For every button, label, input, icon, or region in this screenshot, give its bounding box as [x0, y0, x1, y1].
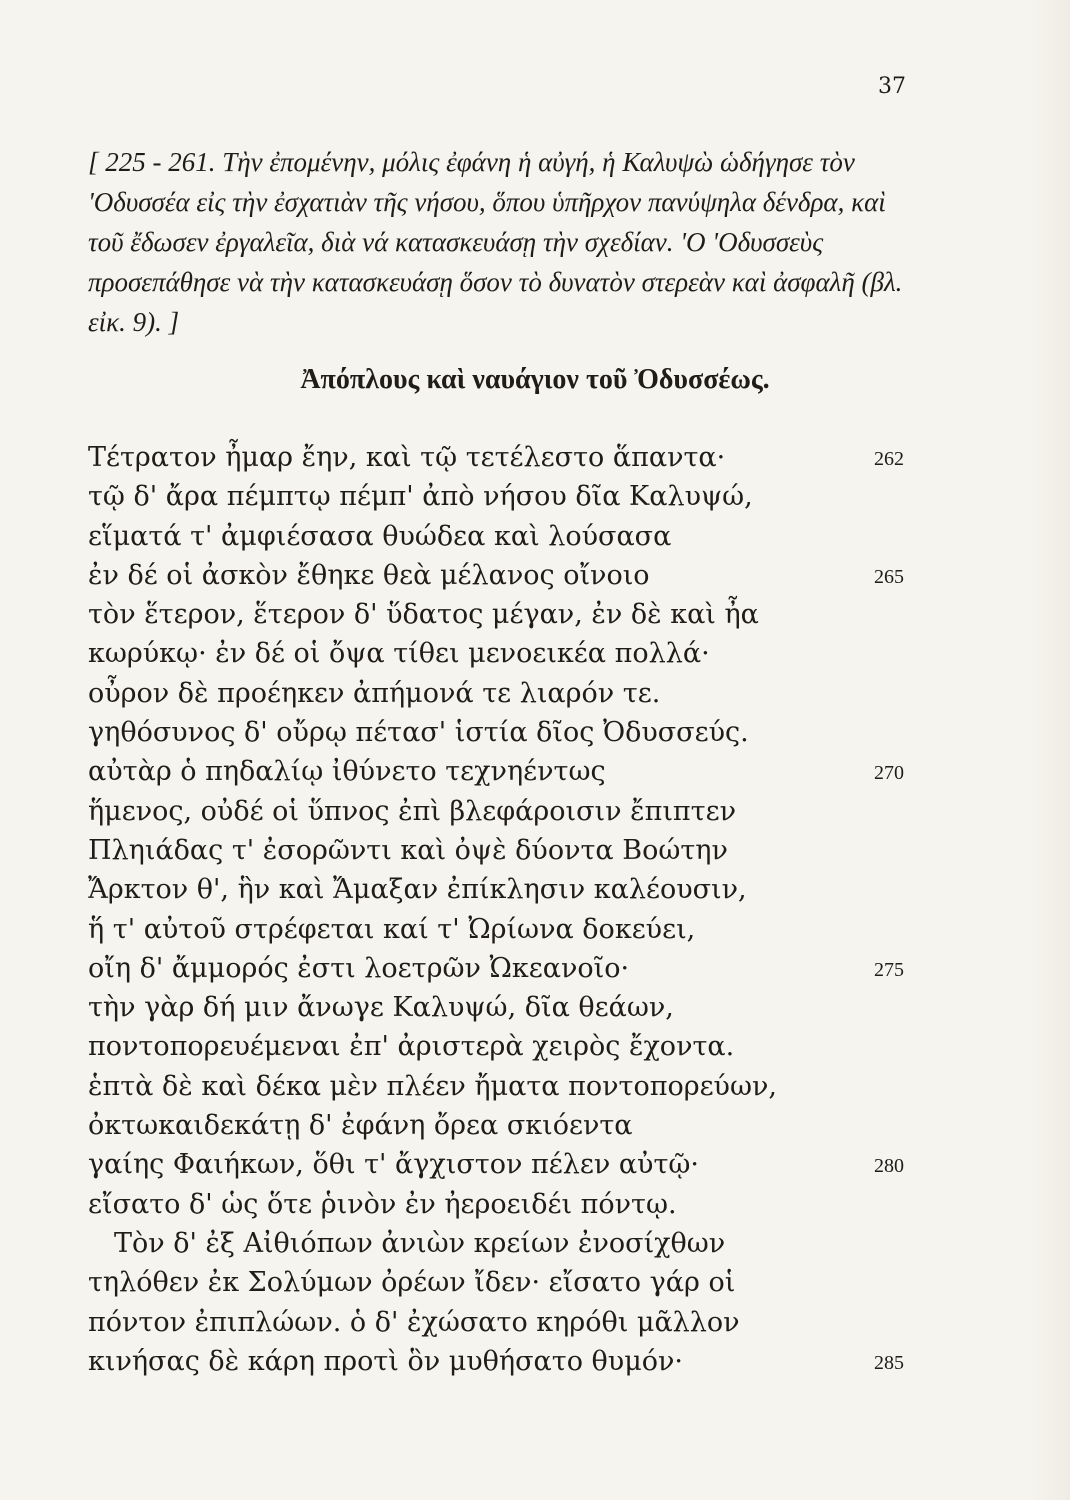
verse-line	[88, 1067, 928, 1106]
verse-line	[88, 713, 928, 752]
verse-line	[88, 1185, 928, 1224]
verse-text: ἑπτὰ δὲ καὶ δέκα μὲν πλέεν ἤματα ποντοπορεύων,	[88, 1070, 777, 1102]
verse-block	[88, 438, 928, 1381]
verse-line	[88, 1224, 928, 1263]
line-number: 270	[874, 762, 904, 785]
verse-text: Ἄρκτον θ', ἣν καὶ Ἄμαξαν ἐπίκλησιν καλέουσιν,	[88, 874, 747, 906]
verse-line	[88, 870, 928, 909]
verse-text: εἴσατο δ' ὡς ὅτε ῥινὸν ἐν ἠεροειδέι πόντῳ.	[88, 1188, 677, 1220]
page-number: 37	[878, 74, 906, 99]
verse-line	[88, 438, 928, 477]
verse-line	[88, 1263, 928, 1302]
verse-line	[88, 1145, 928, 1184]
line-number: 265	[874, 565, 904, 588]
verse-line	[88, 595, 928, 634]
verse-text: Τέτρατον ἦμαρ ἔην, καὶ τῷ τετέλεστο ἅπαντα·	[88, 442, 726, 473]
verse-text: εἵματά τ' ἀμφιέσασα θυώδεα καὶ λούσασα	[88, 520, 672, 552]
line-number: 275	[874, 958, 904, 981]
verse-line	[88, 1303, 928, 1342]
line-number: 280	[874, 1155, 904, 1178]
verse-line	[88, 477, 928, 516]
section-heading: Ἀπόπλους καὶ ναυάγιον τοῦ Ὀδυσσέως.	[300, 364, 770, 395]
verse-text: γηθόσυνος δ' οὔρῳ πέτασ' ἱστία δῖος Ὀδυσσεύς.	[88, 717, 749, 749]
verse-text: κινήσας δὲ κάρη προτὶ ὃν μυθήσατο θυμόν·	[88, 1345, 684, 1377]
verse-text: τῷ δ' ἄρα πέμπτῳ πέμπ' ἀπὸ νήσου δῖα Καλυψώ,	[88, 481, 753, 513]
verse-line	[88, 988, 928, 1027]
prose-summary: [ 225 - 261. Τὴν ἐπομένην, μόλις ἐφάνη ἡ αὐγή, ἡ Καλυψὼ ὡδήγησε τὸν 'Οδυσσέα εἰς τὴν ἐσχατιὰν τῆς νήσου, ὅπου ὑπῆρχον πανύψηλα δένδρα, καὶ τοῦ ἔδωσεν ἐργαλεῖα, διὰ νά κατασκευάσῃ τὴν σχεδίαν. 'Ο 'Οδυσσεὺς προσεπάθησε νὰ τὴν κατασκευάσῃ ὅσον τὸ δυνατὸν στερεὰν καὶ ἀσφαλῆ (βλ. εἰκ. 9). ]	[88, 147, 903, 337]
verse-line	[88, 792, 928, 831]
verse-line	[88, 910, 928, 949]
verse-text: τὴν γὰρ δή μιν ἄνωγε Καλυψώ, δῖα θεάων,	[88, 992, 674, 1024]
verse-text: ὀκτωκαιδεκάτῃ δ' ἐφάνη ὄρεα σκιόεντα	[88, 1110, 633, 1142]
verse-text: Πληιάδας τ' ἐσορῶντι καὶ ὀψὲ δύοντα Βοώτην	[88, 834, 728, 866]
line-number: 262	[874, 448, 904, 470]
verse-line	[88, 1027, 928, 1066]
verse-text: Τὸν δ' ἐξ Αἰθιόπων ἀνιὼν κρείων ἐνοσίχθων	[114, 1227, 726, 1259]
verse-text: ποντοπορευέμεναι ἐπ' ἀριστερὰ χειρὸς ἔχοντα.	[88, 1031, 735, 1063]
verse-text: ἐν δέ οἱ ἀσκὸν ἔθηκε θεὰ μέλανος οἴνοιο	[88, 559, 650, 591]
verse-line	[88, 556, 928, 595]
page-edge-shadow	[1030, 0, 1070, 1500]
verse-text: πόντον ἐπιπλώων. ὁ δ' ἐχώσατο κηρόθι μᾶλλον	[88, 1306, 740, 1338]
verse-line	[88, 517, 928, 556]
verse-line	[88, 752, 928, 791]
verse-text: ἥμενος, οὐδέ οἱ ὕπνος ἐπὶ βλεφάροισιν ἔπιπτεν	[88, 795, 736, 827]
verse-text: οἴη δ' ἄμμορός ἐστι λοετρῶν Ὠκεανοῖο·	[88, 952, 630, 984]
line-number: 285	[874, 1351, 904, 1374]
verse-text: ἥ τ' αὐτοῦ στρέφεται καί τ' Ὠρίωνα δοκεύει,	[88, 913, 696, 945]
verse-text: τηλόθεν ἐκ Σολύμων ὀρέων ἴδεν· εἴσατο γάρ οἱ	[88, 1267, 736, 1299]
verse-text: γαίης Φαιήκων, ὅθι τ' ἄγχιστον πέλεν αὐτῷ·	[88, 1149, 700, 1181]
verse-text: αὐτὰρ ὁ πηδαλίῳ ἰθύνετο τεχνηέντως	[88, 756, 606, 788]
verse-text: τὸν ἕτερον, ἕτερον δ' ὕδατος μέγαν, ἐν δὲ καὶ ἦα	[88, 599, 759, 631]
verse-line	[88, 1342, 928, 1381]
verse-text: κωρύκῳ· ἐν δέ οἱ ὄψα τίθει μενοεικέα πολλά·	[88, 638, 710, 670]
verse-text: οὖρον δὲ προέηκεν ἀπήμονά τε λιαρόν τε.	[88, 677, 661, 709]
verse-line	[88, 949, 928, 988]
verse-line	[88, 674, 928, 713]
verse-line	[88, 634, 928, 673]
verse-line	[88, 831, 928, 870]
verse-line	[88, 1106, 928, 1145]
